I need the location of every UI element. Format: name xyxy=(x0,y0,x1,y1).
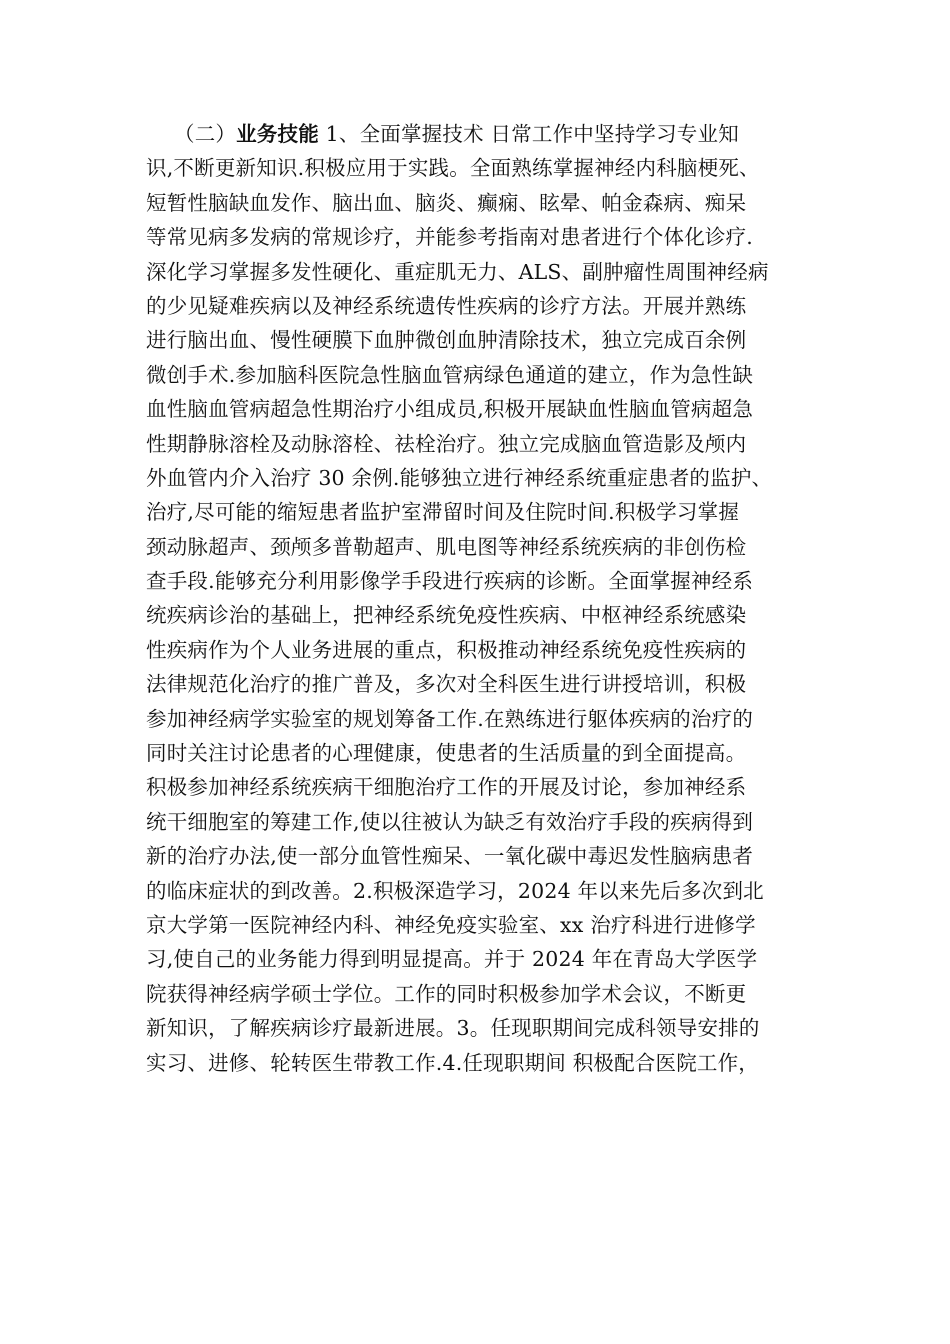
text-line-19: 同时关注讨论患者的心理健康，使患者的生活质量的到全面提高。 xyxy=(146,741,747,766)
text-line-28: 实习、进修、轮转医生带教工作.4.任现职期间 积极配合医院工作， xyxy=(146,1050,759,1075)
section-prefix: （二） xyxy=(174,122,237,146)
text-line-22: 新的治疗办法,使一部分血管性痴呆、一氧化碳中毒迟发性脑病患者 xyxy=(146,844,754,869)
text-line-15: 统疾病诊治的基础上，把神经系统免疫性疾病、中枢神经系统感染 xyxy=(146,603,747,628)
text-line-1 xyxy=(146,117,836,151)
text-line-24: 京大学第一医院神经内科、神经免疫实验室、xx 治疗科进行进修学 xyxy=(146,912,756,937)
text-line-12: 治疗,尽可能的缩短患者监护室滞留时间及住院时间.积极学习掌握 xyxy=(146,500,740,525)
text-line-13: 颈动脉超声、颈颅多普勒超声、肌电图等神经系统疾病的非创伤检 xyxy=(146,534,747,559)
text-line-21: 统干细胞室的筹建工作,使以往被认为缺乏有效治疗手段的疾病得到 xyxy=(146,809,754,834)
text-line-9: 血性脑血管病超急性期治疗小组成员,积极开展缺血性脑血管病超急 xyxy=(146,397,754,422)
text-line-27: 新知识，了解疾病诊疗最新进展。3。任现职期间完成科领导安排的 xyxy=(146,1016,760,1041)
text-line-7: 进行脑出血、慢性硬膜下血肿微创血肿清除技术，独立完成百余例 xyxy=(146,328,747,353)
text-line-6: 的少见疑难疾病以及神经系统遗传性疾病的诊疗方法。开展并熟练 xyxy=(146,293,747,318)
text-line-3: 短暂性脑缺血发作、脑出血、脑炎、癫痫、眩晕、帕金森病、痴呆 xyxy=(146,190,747,215)
text-line-4: 等常见病多发病的常规诊疗，并能参考指南对患者进行个体化诊疗. xyxy=(146,225,754,250)
text-line-18: 参加神经病学实验室的规划筹备工作.在熟练进行躯体疾病的治疗的 xyxy=(146,706,754,731)
text-line-23: 的临床症状的到改善。2.积极深造学习，2024 年以来先后多次到北 xyxy=(146,878,764,903)
text-line-2: 识,不断更新知识.积极应用于实践。全面熟练掌握神经内科脑梗死、 xyxy=(146,156,760,181)
text-line-26: 院获得神经病学硕士学位。工作的同时积极参加学术会议，不断更 xyxy=(146,981,747,1006)
text-line-20: 积极参加神经系统疾病干细胞治疗工作的开展及讨论，参加神经系 xyxy=(146,775,747,800)
text-line-25: 习,使自己的业务能力得到明显提高。并于 2024 年在青岛大学医学 xyxy=(146,947,758,972)
text-line-11: 外血管内介入治疗 30 余例.能够独立进行神经系统重症患者的监护、 xyxy=(146,465,773,490)
text-line-5: 深化学习掌握多发性硬化、重症肌无力、ALS、副肿瘤性周围神经病 xyxy=(146,259,769,284)
text-line-8: 微创手术.参加脑科医院急性脑血管病绿色通道的建立，作为急性缺 xyxy=(146,362,754,387)
section-heading: 业务技能 xyxy=(236,122,319,146)
document-body xyxy=(146,117,836,1080)
text-line-1-body: 1、全面掌握技术 日常工作中坚持学习专业知 xyxy=(318,122,739,146)
text-line-14: 查手段.能够充分利用影像学手段进行疾病的诊断。全面掌握神经系 xyxy=(146,569,754,594)
text-line-17: 法律规范化治疗的推广普及，多次对全科医生进行讲授培训，积极 xyxy=(146,672,747,697)
text-line-16: 性疾病作为个人业务进展的重点，积极推动神经系统免疫性疾病的 xyxy=(146,637,747,662)
text-line-10: 性期静脉溶栓及动脉溶栓、祛栓治疗。独立完成脑血管造影及颅内 xyxy=(146,431,747,456)
